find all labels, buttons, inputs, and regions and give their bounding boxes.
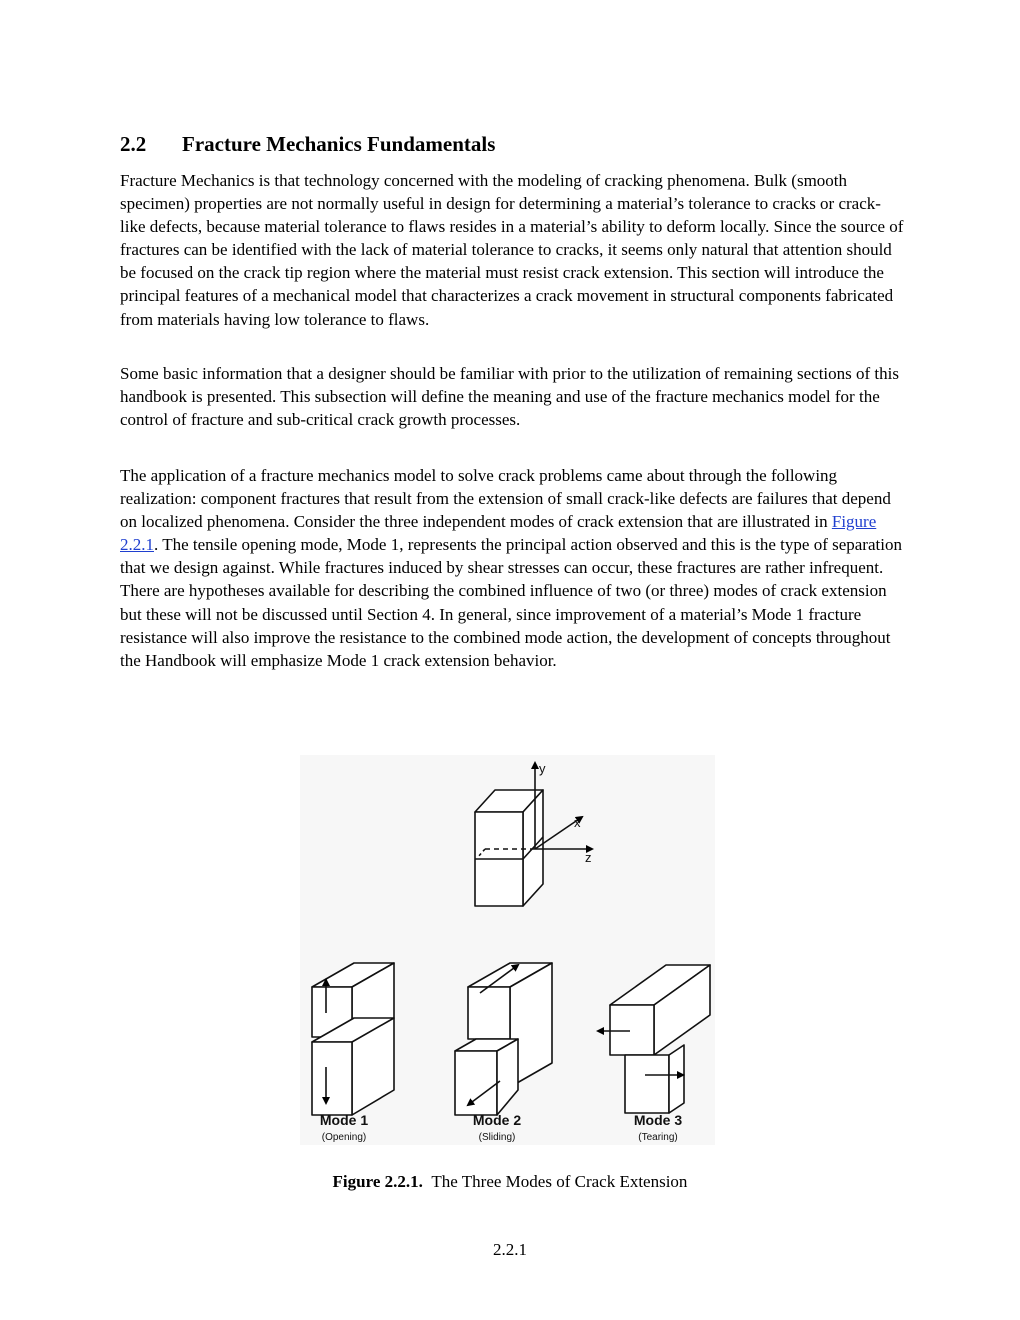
paragraph-3-text-b: . The tensile opening mode, Mode 1, represents the principal action observed and this is the type of separation that we design against. While fractures induced by shear stresses can occur, these fractures are rather infrequent. There are hypotheses available for describing the combined influence of two (or three) modes of crack extension but these will not be discussed until Section 4. In general, since improvement of a material’s Mode 1 fracture resistance will also improve the resistance to the combined mode action, the development of concepts throughout the Handbook will emphasize Mode 1 crack extension behavior. <box>120 535 902 670</box>
section-heading <box>120 132 495 157</box>
section-number: 2.2 <box>120 132 147 156</box>
figure-link[interactable]: Figure 2.2.1 <box>120 512 877 555</box>
figure-caption-label: Figure 2.2.1. <box>332 1172 423 1191</box>
paragraph-3-text-a: The application of a fracture mechanics model to solve crack problems came about through the following realization: component fractures that result from the extension of small crack-like defects are failures that depend on localized phenomena. Consider the three independent modes of crack extension that are illustrated in <box>120 466 891 532</box>
axis-x-label: x <box>574 815 581 830</box>
crack-modes-figure <box>300 755 715 1145</box>
paragraph-1: Fracture Mechanics is that technology concerned with the modeling of cracking phenomena. Bulk (smooth specimen) properties are not normally useful in design for determining a material’s tolerance to cracks or crack-like defects, because material tolerance to flaws resides in a material’s ability to deform locally. Since the source of fractures can be identified with the lack of material tolerance to cracks, it seems only natural that attention should be focused on the crack tip region where the material must resist crack extension. This section will introduce the principal features of a mechanical model that characterizes a crack movement in structural components fabricated from materials having low tolerance to flaws. <box>120 171 904 329</box>
figure-caption-text: The Three Modes of Crack Extension <box>431 1172 688 1191</box>
mode-1-label: Mode 1 <box>319 1112 369 1128</box>
paragraph-3 <box>120 464 906 672</box>
mode-1-desc: (Opening) <box>321 1132 367 1143</box>
mode-1-drawing <box>312 963 394 1115</box>
mode-2-label: Mode 2 <box>472 1112 522 1128</box>
section-title: Fracture Mechanics Fundamentals <box>182 132 496 156</box>
figure-caption <box>0 1172 1020 1192</box>
paragraph-2: Some basic information that a designer should be familiar with prior to the utilization of remaining sections of this handbook is presented. This subsection will define the meaning and use of the fracture mechanics model for the control of fracture and sub-critical crack growth processes. <box>120 364 899 430</box>
mode-3-label: Mode 3 <box>633 1112 683 1128</box>
reference-block <box>475 790 543 906</box>
mode-2-desc: (Sliding) <box>478 1132 516 1143</box>
axis-y-label: y <box>539 761 546 776</box>
page-number: 2.2.1 <box>493 1240 527 1259</box>
axis-z-label: z <box>585 850 592 865</box>
mode-3-desc: (Tearing) <box>638 1132 678 1143</box>
